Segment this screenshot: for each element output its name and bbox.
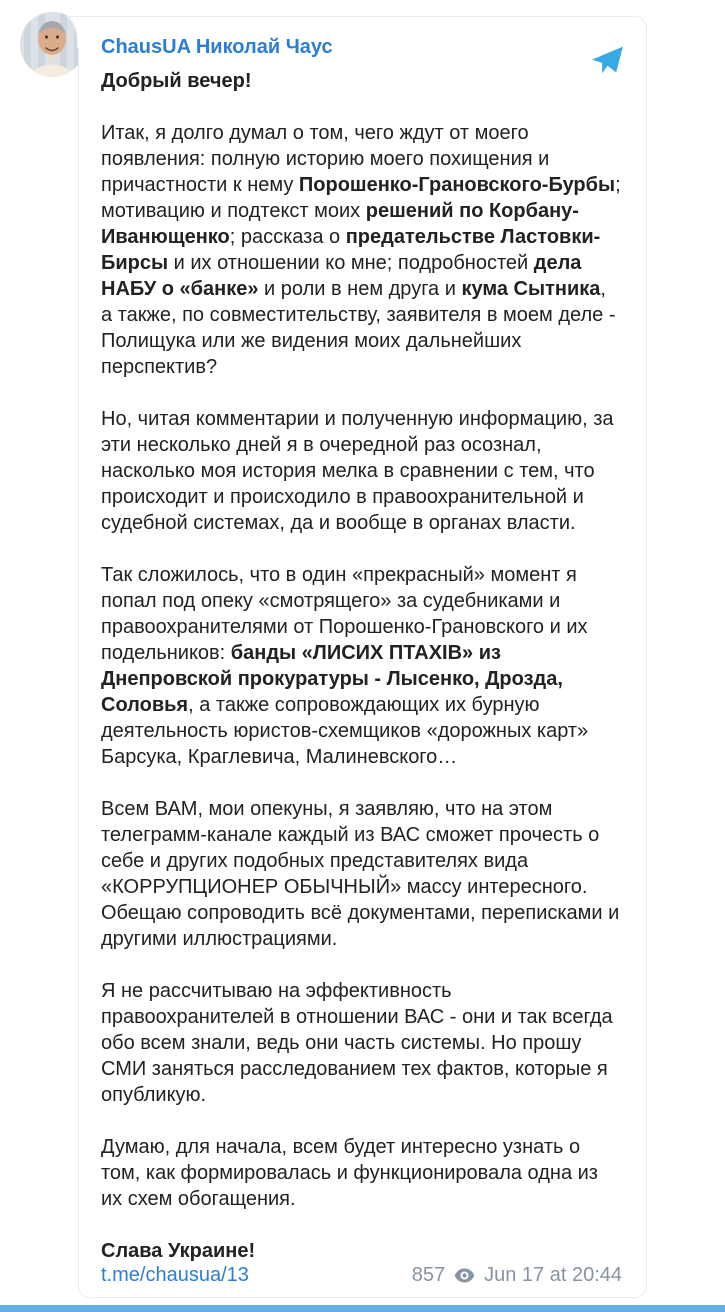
text-run: , а также сопровождающих их бурную деятельность юристов-схемщиков «дорожных карт» Барсука, Краглевича, Малиневского…	[101, 694, 589, 768]
text-run: Думаю, для начала, всем будет интересно узнать о том, как формировалась и функционировала одна из их схем обогащения.	[101, 1136, 598, 1210]
post-footer	[101, 1262, 622, 1288]
page-bottom-strip	[0, 1305, 725, 1312]
message-paragraph	[101, 68, 622, 94]
bold-text-run: кума Сытника	[461, 278, 601, 300]
post-date: Jun 17 at 20:44	[484, 1264, 622, 1286]
bold-text-run: Добрый вечер!	[101, 70, 252, 92]
bold-text-run: Слава Украине!	[101, 1240, 256, 1262]
message-paragraph	[101, 120, 622, 380]
post-meta	[412, 1262, 622, 1288]
author-name[interactable]: ChausUA Николай Чаус	[101, 36, 333, 58]
message-paragraph	[101, 796, 622, 952]
message-paragraph	[101, 406, 622, 536]
text-run: и их отношении ко мне; подробностей	[168, 252, 534, 274]
text-run: Так сложилось, что в один «прекрасный» момент я попал под опеку «смотрящего» за судебниками и правоохранителями от Порошенко-Грановского и их подельников:	[101, 564, 588, 664]
bubble-tail	[66, 16, 80, 48]
message-paragraph	[101, 1134, 622, 1212]
message-text	[101, 68, 622, 1264]
telegram-plane-icon[interactable]	[591, 45, 624, 78]
text-run: и роли в нем друга и	[258, 278, 462, 300]
message-bubble	[78, 16, 647, 1298]
bold-text-run: предательстве Ластовки-Бирсы	[101, 226, 601, 274]
post-link[interactable]: t.me/chausua/13	[101, 1264, 249, 1286]
text-run: Всем ВАМ, мои опекуны, я заявляю, что на этом телеграмм-канале каждый из ВАС сможет прочесть о себе и других подобных представителях вида «КОРРУПЦИОНЕР ОБЫЧНЫЙ» массу интересного. Обещаю сопроводить всё документами, переписками и другими иллюстрациями.	[101, 798, 620, 950]
text-run: Итак, я долго думал о том, чего ждут от моего появления: полную историю моего похищения и причастности к нему	[101, 122, 550, 196]
text-run: , а также, по совместительству, заявителя в моем деле - Полищука или же видения моих дальнейших перспектив?	[101, 278, 616, 378]
message-paragraph	[101, 978, 622, 1108]
bold-text-run: Порошенко-Грановского-Бурбы	[298, 174, 616, 196]
post-header	[101, 34, 622, 60]
bold-text-run: банды «ЛИСИХ ПТАХІВ» из Днепровской прокуратуры - Лысенко, Дрозда, Соловья	[101, 642, 563, 716]
text-run: Я не рассчитываю на эффективность правоохранителей в отношении ВАС - они и так всегда обо всем знали, ведь они часть системы. Но прошу СМИ заняться расследованием тех фактов, которые я опубликую.	[101, 980, 613, 1106]
message-paragraph	[101, 1238, 622, 1264]
views-eye-icon	[454, 1268, 475, 1283]
text-run: ; мотивацию и подтекст моих	[101, 174, 621, 222]
text-run: Но, читая комментарии и полученную информацию, за эти несколько дней я в очередной раз осознал, насколько моя история мелка в сравнении с тем, что происходит и происходило в правоохранительной и судебной системах, да и вообще в органах власти.	[101, 408, 614, 534]
message-paragraph	[101, 562, 622, 770]
text-run: ; рассказа о	[229, 226, 346, 248]
views-count: 857	[411, 1264, 446, 1286]
bold-text-run: дела НАБУ о «банке»	[101, 252, 582, 300]
bold-text-run: решений по Корбану-Иванющенко	[101, 200, 579, 248]
